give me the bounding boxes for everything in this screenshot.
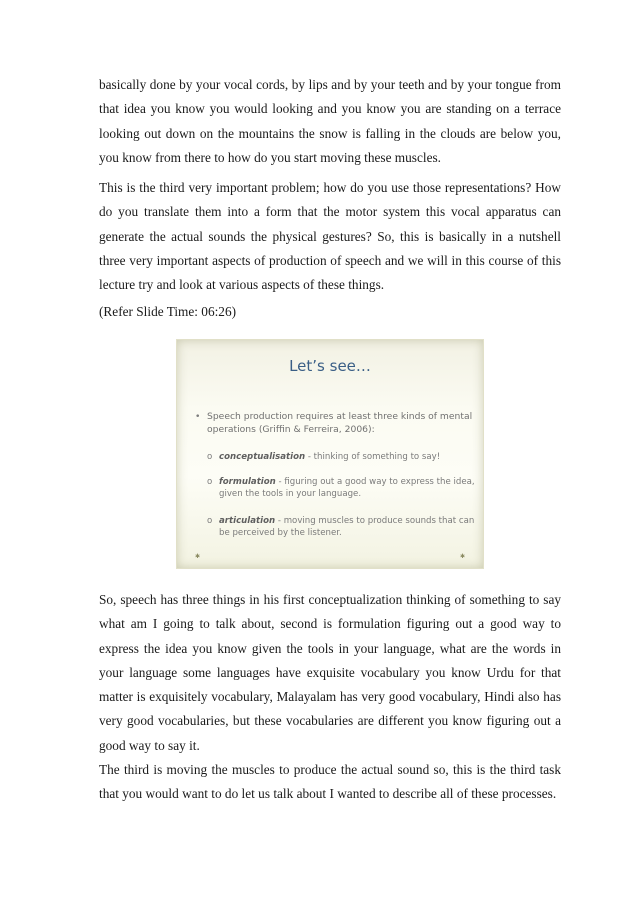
lecture-slide-image xyxy=(176,339,484,569)
paragraph-moving-muscles: The third is moving the muscles to produce the actual sound so, this is the third task that you would want to do let us talk about I wanted to describe all of these processes. xyxy=(99,762,561,802)
bullet-icon: • xyxy=(195,411,201,422)
refer-slide-time: (Refer Slide Time: 06:26) xyxy=(99,304,237,319)
slide-subitem-term: formulation xyxy=(219,477,276,487)
slide-subitem-articulation xyxy=(207,515,475,539)
slide-subitem-term: articulation xyxy=(219,516,276,526)
slide-title: Let’s see… xyxy=(289,357,371,375)
slide-subitem-desc: - moving muscles to produce sounds that can be perceived by the listener. xyxy=(219,516,475,538)
slide-subitem-desc: - figuring out a good way to express the idea, given the tools in your language. xyxy=(219,477,475,499)
slide-bullet-text: Speech production requires at least three kinds of mental operations (Griffin & Ferreira, 2006): xyxy=(207,411,473,435)
circle-bullet-icon: o xyxy=(207,452,213,462)
circle-bullet-icon: o xyxy=(207,477,213,487)
circle-bullet-icon: o xyxy=(207,516,213,526)
slide-subitem-term: conceptualisation xyxy=(219,452,306,462)
slide-subitem-desc: - thinking of something to say! xyxy=(305,452,441,462)
paragraph-vocal-cords: basically done by your vocal cords, by lips and by your teeth and by your tongue from that idea you know you would looking and you know you are standing on a terrace looking out down on the mountains the snow is falling in the clouds are below you, you know from there to how do you start moving these muscles. xyxy=(99,77,561,165)
paragraph-third-problem: This is the third very important problem; how do you use those representations? How do you translate them into a form that the motor system this vocal apparatus can generate the actual sounds the physical gestures? So, this is basically in a nutshell three very important aspects of production of speech and we will in this course of this lecture try and look at various aspects of these things. xyxy=(99,180,561,293)
paragraph-three-things: So, speech has three things in his first conceptualization thinking of something to say what am I going to talk about, second is formulation figuring out a good way to express the idea you know given the tools in your language, what are the words in your language some languages have exquisite vocabulary you know Urdu for that matter is exquisitely vocabulary, Malayalam has very good vocabulary, Hindi also has very good vocabularies, but these vocabularies are different you know figuring out a good way to say it. xyxy=(99,592,561,753)
slide-subitem-formulation xyxy=(207,476,475,500)
slide-subitem-conceptualisation xyxy=(207,451,475,463)
star-icon: ✱ xyxy=(195,553,201,560)
star-icon: ✱ xyxy=(459,553,465,560)
slide-bullet xyxy=(195,410,475,436)
